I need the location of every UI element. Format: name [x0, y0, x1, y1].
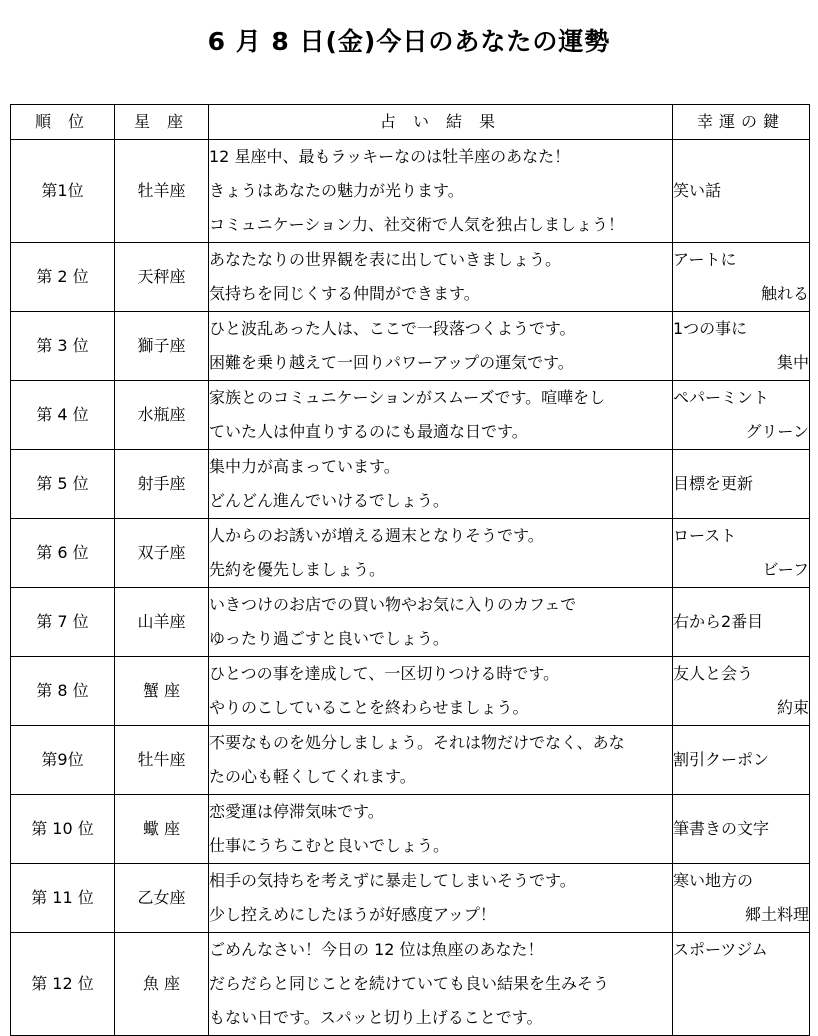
- lucky-key-cell: [673, 243, 810, 312]
- fortune-result-line: 家族とのコミュニケーションがスムーズです。喧嘩をし: [209, 388, 606, 407]
- zodiac-sign-cell: 射手座: [115, 450, 209, 519]
- lucky-key-cell: [673, 864, 810, 933]
- fortune-result-cell: [209, 381, 673, 450]
- fortune-result-line: ごめんなさい！今日の 12 位は魚座のあなた！: [209, 940, 544, 959]
- fortune-result-cell: [209, 933, 673, 1036]
- table-row: [11, 726, 810, 795]
- fortune-result-cell: [209, 243, 673, 312]
- zodiac-sign-cell: 牡牛座: [115, 726, 209, 795]
- lucky-key-line: ロースト: [673, 526, 737, 545]
- zodiac-sign-cell: 山羊座: [115, 588, 209, 657]
- fortune-result-line: ひとつの事を達成して、一区切りつける時です。: [209, 664, 560, 683]
- lucky-key-line: 右から2番目: [673, 612, 764, 631]
- fortune-result-line: だらだらと同じことを続けていても良い結果を生みそう: [209, 974, 610, 993]
- lucky-key-cell: [673, 450, 810, 519]
- table-row: [11, 588, 810, 657]
- fortune-result-cell: [209, 726, 673, 795]
- fortune-result-line: もない日です。スパッと切り上げることです。: [209, 1008, 543, 1027]
- rank-cell: 第 8 位: [11, 657, 115, 726]
- zodiac-sign-cell: 魚 座: [115, 933, 209, 1036]
- lucky-key-cell: [673, 795, 810, 864]
- fortune-result-line: 人からのお誘いが増える週末となりそうです。: [209, 526, 544, 545]
- zodiac-sign-cell: 双子座: [115, 519, 209, 588]
- fortune-result-line: 恋愛運は停滞気味です。: [209, 802, 384, 821]
- lucky-key-line: 郷土料理: [744, 905, 809, 924]
- rank-cell: 第 10 位: [11, 795, 115, 864]
- lucky-key-cell: [673, 381, 810, 450]
- rank-cell: 第9位: [11, 726, 115, 795]
- fortune-result-cell: [209, 140, 673, 243]
- header-key: 幸運の鍵: [673, 105, 810, 140]
- lucky-key-line: 1つの事に: [673, 319, 748, 338]
- zodiac-sign-cell: 乙女座: [115, 864, 209, 933]
- zodiac-sign-cell: 蟹 座: [115, 657, 209, 726]
- table-row: [11, 140, 810, 243]
- fortune-result-cell: [209, 588, 673, 657]
- fortune-result-cell: [209, 519, 673, 588]
- fortune-result-line: 12 星座中、最もラッキーなのは牡羊座のあなた！: [209, 147, 571, 166]
- lucky-key-line: 約束: [776, 698, 809, 717]
- lucky-key-line: スポーツジム: [673, 940, 768, 959]
- table-row: [11, 450, 810, 519]
- table-row: [11, 519, 810, 588]
- lucky-key-line: グリーン: [745, 422, 809, 441]
- rank-cell: 第 7 位: [11, 588, 115, 657]
- rank-cell: 第1位: [11, 140, 115, 243]
- lucky-key-cell: [673, 726, 810, 795]
- fortune-result-line: ひと波乱あった人は、ここで一段落つくようです。: [209, 319, 576, 338]
- table-header-row: [11, 105, 810, 140]
- lucky-key-cell: [673, 933, 810, 1036]
- fortune-result-line: いきつけのお店での買い物やお気に入りのカフェで: [209, 595, 577, 614]
- fortune-result-line: あなたなりの世界観を表に出していきましょう。: [209, 250, 562, 269]
- lucky-key-line: 割引クーポン: [673, 750, 770, 769]
- lucky-key-cell: [673, 657, 810, 726]
- rank-cell: 第 5 位: [11, 450, 115, 519]
- fortune-result-line: ゆったり過ごすと良いでしょう。: [209, 629, 449, 648]
- fortune-result-cell: [209, 450, 673, 519]
- fortune-result-cell: [209, 312, 673, 381]
- lucky-key-line: ペパーミント: [673, 388, 770, 407]
- rank-cell: 第 11 位: [11, 864, 115, 933]
- lucky-key-line: 目標を更新: [673, 474, 754, 493]
- fortune-result-line: 不要なものを処分しましょう。それは物だけでなく、あな: [209, 733, 625, 752]
- lucky-key-line: アートに: [673, 250, 737, 269]
- fortune-result-line: 気持ちを同じくする仲間ができます。: [209, 284, 480, 303]
- lucky-key-line: 笑い話: [673, 181, 722, 200]
- header-sign: 星 座: [115, 105, 209, 140]
- table-row: [11, 795, 810, 864]
- fortune-result-line: 仕事にうちこむと良いでしょう。: [209, 836, 450, 855]
- fortune-result-line: 集中力が高まっています。: [209, 457, 400, 476]
- table-row: [11, 657, 810, 726]
- fortune-result-cell: [209, 864, 673, 933]
- fortune-table: [10, 104, 810, 1036]
- lucky-key-cell: [673, 312, 810, 381]
- fortune-result-line: コミュニケーション力、社交術で人気を独占しましょう！: [209, 215, 625, 234]
- rank-cell: 第 12 位: [11, 933, 115, 1036]
- lucky-key-line: 集中: [776, 353, 809, 372]
- table-row: [11, 864, 810, 933]
- table-row: [11, 312, 810, 381]
- rank-cell: 第 2 位: [11, 243, 115, 312]
- rank-cell: 第 6 位: [11, 519, 115, 588]
- fortune-result-line: どんどん進んでいけるでしょう。: [209, 491, 449, 510]
- lucky-key-cell: [673, 588, 810, 657]
- table-row: [11, 933, 810, 1036]
- fortune-result-line: 困難を乗り越えて一回りパワーアップの運気です。: [209, 353, 574, 372]
- fortune-result-cell: [209, 657, 673, 726]
- zodiac-sign-cell: 牡羊座: [115, 140, 209, 243]
- header-result: 占 い 結 果: [209, 105, 673, 140]
- table-row: [11, 243, 810, 312]
- rank-cell: 第 3 位: [11, 312, 115, 381]
- fortune-result-line: 先約を優先しましょう。: [209, 560, 386, 579]
- zodiac-sign-cell: 天秤座: [115, 243, 209, 312]
- rank-cell: 第 4 位: [11, 381, 115, 450]
- lucky-key-cell: [673, 519, 810, 588]
- header-rank: 順 位: [11, 105, 115, 140]
- lucky-key-line: 触れる: [760, 284, 809, 303]
- fortune-result-line: きょうはあなたの魅力が光ります。: [209, 181, 464, 200]
- fortune-result-line: 少し控えめにしたほうが好感度アップ！: [209, 905, 496, 924]
- fortune-result-line: 相手の気持ちを考えずに暴走してしまいそうです。: [209, 871, 576, 890]
- fortune-result-line: たの心も軽くしてくれます。: [209, 767, 416, 786]
- lucky-key-line: 寒い地方の: [673, 871, 754, 890]
- lucky-key-line: 友人と会う: [673, 664, 754, 683]
- lucky-key-line: ビーフ: [762, 560, 809, 579]
- lucky-key-line: 筆書きの文字: [673, 819, 770, 838]
- table-row: [11, 381, 810, 450]
- lucky-key-cell: [673, 140, 810, 243]
- zodiac-sign-cell: 獅子座: [115, 312, 209, 381]
- fortune-result-line: やりのこしていることを終わらせましょう。: [209, 698, 529, 717]
- zodiac-sign-cell: 蠍 座: [115, 795, 209, 864]
- fortune-result-line: ていた人は仲直りするのにも最適な日です。: [209, 422, 528, 441]
- fortune-result-cell: [209, 795, 673, 864]
- zodiac-sign-cell: 水瓶座: [115, 381, 209, 450]
- page-title: 6 月 8 日(金)今日のあなたの運勢: [207, 27, 611, 56]
